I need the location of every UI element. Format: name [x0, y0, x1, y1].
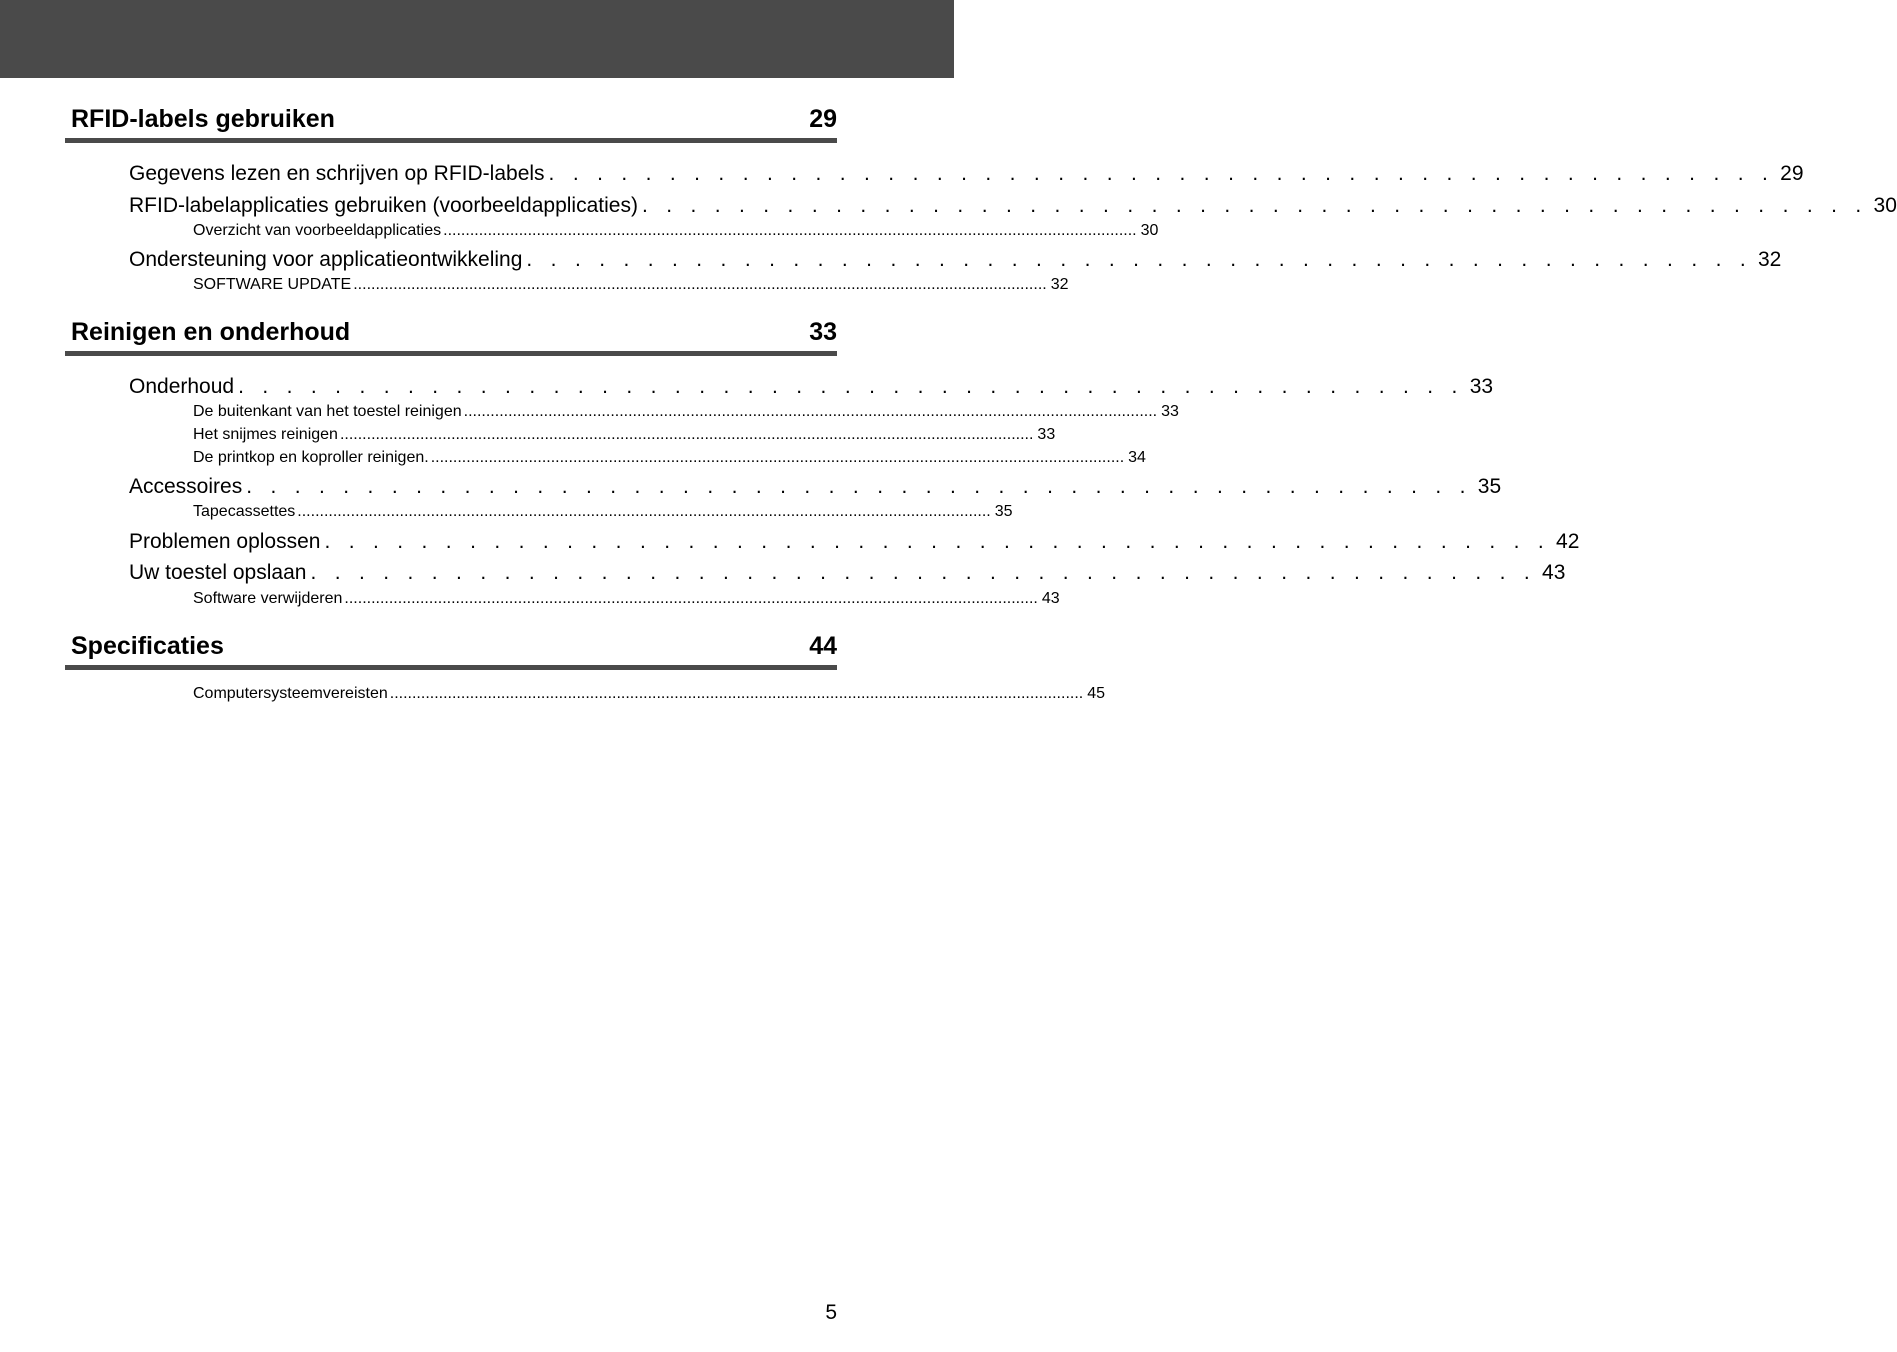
toc-subentry-label: Overzicht van voorbeeldapplicaties [193, 222, 442, 239]
section-page: 33 [809, 318, 837, 346]
toc-subentry-page: 34 [1128, 449, 1146, 466]
toc-entry-label: RFID-labelapplicaties gebruiken (voorbeeldapplicaties) [129, 194, 638, 217]
toc-subentry[interactable] [193, 502, 1013, 522]
dot-leader: ............................................................................................................................................................ [339, 426, 1034, 443]
dot-leader: . . . . . . . . . . . . . . . . . . . . . . . . . . . . . . . . . . . . . . . . . . . . . . . . . . . [246, 475, 1472, 498]
header-band [0, 0, 954, 78]
toc-subentry-page: 30 [1140, 222, 1159, 239]
toc-subentry-page: 35 [994, 503, 1013, 520]
dot-leader: ............................................................................................................................................................ [443, 222, 1137, 239]
dot-leader: . . . . . . . . . . . . . . . . . . . . . . . . . . . . . . . . . . . . . . . . . . . . . . . . . . . [526, 248, 1752, 271]
toc-subentry-label: Tapecassettes [193, 503, 296, 520]
toc-subentry-label: De buitenkant van het toestel reinigen [193, 403, 462, 420]
toc-entry-label: Uw toestel opslaan [129, 561, 307, 584]
toc-entry-page: 43 [1542, 561, 1566, 584]
toc-subentry[interactable] [193, 221, 1159, 241]
toc-subentry-page: 32 [1050, 276, 1069, 293]
toc-entry-label: Accessoires [129, 475, 243, 498]
toc-entry[interactable] [129, 560, 1566, 586]
toc-subentry-page: 33 [1037, 426, 1056, 443]
section-heading-reinigen[interactable] [65, 318, 837, 356]
section-title: Reinigen en onderhoud [71, 318, 351, 346]
toc-entry-page: 33 [1469, 375, 1494, 398]
dot-leader: . . . . . . . . . . . . . . . . . . . . . . . . . . . . . . . . . . . . . . . . . . . . . . . . . . . [324, 530, 1551, 553]
toc-entry-label: Gegevens lezen en schrijven op RFID-labels [129, 162, 545, 185]
toc-subentry-page: 33 [1161, 403, 1179, 420]
toc-entry-label: Ondersteuning voor applicatieontwikkeling [129, 248, 523, 271]
toc-subentry[interactable] [193, 275, 1069, 295]
toc-subentry[interactable] [193, 589, 1060, 609]
dot-leader: . . . . . . . . . . . . . . . . . . . . . . . . . . . . . . . . . . . . . . . . . . . . . . . . . . . [548, 162, 1775, 185]
section-page: 44 [809, 632, 837, 660]
dot-leader: . . . . . . . . . . . . . . . . . . . . . . . . . . . . . . . . . . . . . . . . . . . . . . . . . . . [238, 375, 1464, 398]
toc-entry-label: Problemen oplossen [129, 530, 321, 553]
toc-subentry[interactable] [193, 448, 1146, 468]
toc-subentry-label: Computersysteemvereisten [193, 685, 388, 702]
section-page: 29 [809, 105, 837, 133]
toc-entry[interactable] [129, 247, 1782, 273]
toc-entry-page: 42 [1556, 530, 1580, 553]
toc-entry[interactable] [129, 374, 1494, 400]
section-title: RFID-labels gebruiken [71, 105, 335, 133]
toc-entry-label: Onderhoud [129, 375, 235, 398]
toc-subentry-page: 45 [1087, 685, 1106, 702]
toc-subentry[interactable] [193, 684, 1106, 704]
dot-leader: ............................................................................................................................................................ [297, 503, 991, 520]
toc-entry-page: 29 [1780, 162, 1804, 185]
dot-leader: ............................................................................................................................................................ [463, 403, 1158, 420]
toc-entry[interactable] [129, 529, 1580, 555]
toc-subentry-label: De printkop en koproller reinigen. [193, 449, 429, 466]
toc-subentry-page: 43 [1041, 590, 1060, 607]
toc-subentry-label: Het snijmes reinigen [193, 426, 338, 443]
toc-subentry[interactable] [193, 425, 1056, 445]
page-number: 5 [825, 1301, 837, 1324]
dot-leader: ............................................................................................................................................................ [430, 449, 1125, 466]
toc-entry-page: 30 [1873, 194, 1897, 217]
toc-entry-page: 35 [1477, 475, 1502, 498]
dot-leader: ............................................................................................................................................................ [353, 276, 1047, 293]
toc-entry[interactable] [129, 161, 1804, 187]
toc-subentry-label: Software verwijderen [193, 590, 343, 607]
section-heading-specificaties[interactable] [65, 632, 837, 670]
dot-leader: . . . . . . . . . . . . . . . . . . . . . . . . . . . . . . . . . . . . . . . . . . . . . . . . . . . [641, 194, 1868, 217]
toc-subentry[interactable] [193, 402, 1179, 422]
toc-entry[interactable] [129, 474, 1502, 500]
dot-leader: . . . . . . . . . . . . . . . . . . . . . . . . . . . . . . . . . . . . . . . . . . . . . . . . . . . [310, 561, 1537, 584]
toc-entry[interactable] [129, 193, 1897, 219]
section-heading-rfid[interactable] [65, 105, 837, 143]
dot-leader: ............................................................................................................................................................ [344, 590, 1038, 607]
dot-leader: ............................................................................................................................................................ [389, 685, 1084, 702]
toc-entry-page: 32 [1758, 248, 1782, 271]
toc-subentry-label: SOFTWARE UPDATE [193, 276, 352, 293]
section-title: Specificaties [71, 632, 224, 660]
